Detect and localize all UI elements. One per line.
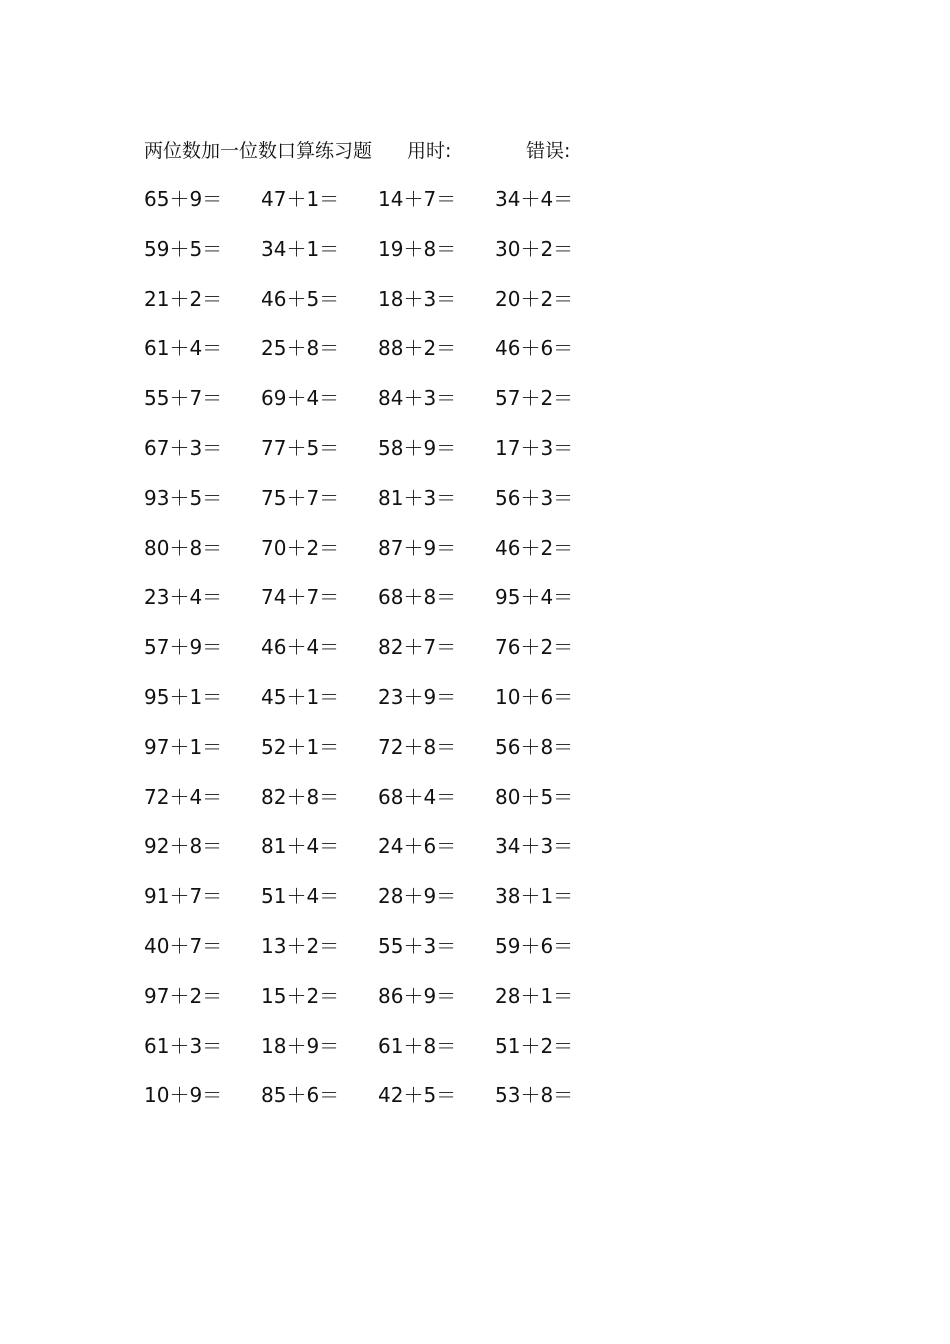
addition-problem: 21＋2＝ [144,286,223,311]
addition-problem: 34＋4＝ [495,187,574,211]
addition-problem: 82＋7＝ [378,635,457,660]
addition-problem: 30＋2＝ [495,236,574,261]
addition-problem: 47＋1＝ [261,187,340,211]
addition-problem: 34＋3＝ [495,834,574,859]
addition-problem: 10＋6＝ [495,684,574,709]
addition-problem: 76＋2＝ [495,635,574,660]
addition-problem: 14＋7＝ [378,187,457,211]
worksheet-header [144,134,624,168]
addition-problem: 84＋3＝ [378,386,457,411]
problem-row [144,182,624,232]
addition-problem: 46＋6＝ [495,336,574,361]
addition-problem: 95＋1＝ [144,684,223,709]
addition-problem: 72＋8＝ [378,734,457,759]
addition-problem: 23＋9＝ [378,684,457,709]
addition-problem: 97＋2＝ [144,983,223,1008]
problem-row [144,331,624,381]
addition-problem: 82＋8＝ [261,784,340,809]
addition-problem: 61＋8＝ [378,1033,457,1058]
addition-problem: 18＋9＝ [261,1033,340,1058]
addition-problem: 55＋7＝ [144,386,223,411]
addition-problem: 88＋2＝ [378,336,457,361]
problem-row [144,730,624,780]
addition-problem: 65＋9＝ [144,187,223,211]
time-used-label: 用时: [407,140,452,162]
problem-row [144,680,624,730]
addition-problem: 20＋2＝ [495,286,574,311]
addition-problem: 18＋3＝ [378,286,457,311]
addition-problem: 28＋1＝ [495,983,574,1008]
problem-row [144,780,624,830]
problem-row [144,630,624,680]
addition-problem: 15＋2＝ [261,983,340,1008]
addition-problem: 52＋1＝ [261,734,340,759]
problem-row [144,531,624,581]
addition-problem: 57＋9＝ [144,635,223,660]
addition-problem: 40＋7＝ [144,933,223,958]
addition-problem: 57＋2＝ [495,386,574,411]
worksheet-title: 两位数加一位数口算练习题 [144,140,373,162]
addition-problem: 46＋4＝ [261,635,340,660]
addition-problem: 95＋4＝ [495,585,574,610]
addition-problem: 80＋8＝ [144,535,223,560]
addition-problem: 87＋9＝ [378,535,457,560]
problem-row [144,929,624,979]
addition-problem: 69＋4＝ [261,386,340,411]
addition-problem: 81＋4＝ [261,834,340,859]
addition-problem: 34＋1＝ [261,236,340,261]
problem-row [144,1029,624,1079]
addition-problem: 56＋8＝ [495,734,574,759]
addition-problem: 28＋9＝ [378,884,457,909]
addition-problem: 53＋8＝ [495,1083,574,1108]
addition-problem: 59＋5＝ [144,236,223,261]
problem-row [144,232,624,282]
problem-row [144,879,624,929]
addition-problem: 91＋7＝ [144,884,223,909]
addition-problem: 19＋8＝ [378,236,457,261]
addition-problem: 10＋9＝ [144,1083,223,1108]
addition-problem: 59＋6＝ [495,933,574,958]
error-count-label: 错误: [526,140,571,162]
addition-problem: 42＋5＝ [378,1083,457,1108]
problem-row [144,381,624,431]
addition-problem: 61＋4＝ [144,336,223,361]
addition-problem: 17＋3＝ [495,435,574,460]
addition-problem: 13＋2＝ [261,933,340,958]
addition-problem: 80＋5＝ [495,784,574,809]
addition-problem: 70＋2＝ [261,535,340,560]
problem-row [144,979,624,1029]
addition-problem: 68＋8＝ [378,585,457,610]
addition-problem: 25＋8＝ [261,336,340,361]
problem-row [144,282,624,332]
addition-problem: 74＋7＝ [261,585,340,610]
addition-problem: 51＋4＝ [261,884,340,909]
addition-problem: 38＋1＝ [495,884,574,909]
addition-problem: 86＋9＝ [378,983,457,1008]
addition-problem: 75＋7＝ [261,485,340,510]
addition-problem: 45＋1＝ [261,684,340,709]
problem-row [144,580,624,630]
addition-problem: 51＋2＝ [495,1033,574,1058]
problem-row [144,829,624,879]
problem-row [144,481,624,531]
addition-problem: 92＋8＝ [144,834,223,859]
addition-problem: 56＋3＝ [495,485,574,510]
addition-problem: 81＋3＝ [378,485,457,510]
addition-problem: 23＋4＝ [144,585,223,610]
addition-problem: 58＋9＝ [378,435,457,460]
addition-problem: 68＋4＝ [378,784,457,809]
addition-problem: 72＋4＝ [144,784,223,809]
addition-problem: 55＋3＝ [378,933,457,958]
addition-problem: 77＋5＝ [261,435,340,460]
addition-problem: 46＋2＝ [495,535,574,560]
addition-problem: 85＋6＝ [261,1083,340,1108]
addition-problem: 67＋3＝ [144,435,223,460]
addition-problem: 46＋5＝ [261,286,340,311]
problem-row [144,1078,624,1128]
addition-problem: 93＋5＝ [144,485,223,510]
problem-row [144,431,624,481]
problem-grid [144,182,624,1128]
addition-problem: 24＋6＝ [378,834,457,859]
addition-problem: 61＋3＝ [144,1033,223,1058]
addition-problem: 97＋1＝ [144,734,223,759]
